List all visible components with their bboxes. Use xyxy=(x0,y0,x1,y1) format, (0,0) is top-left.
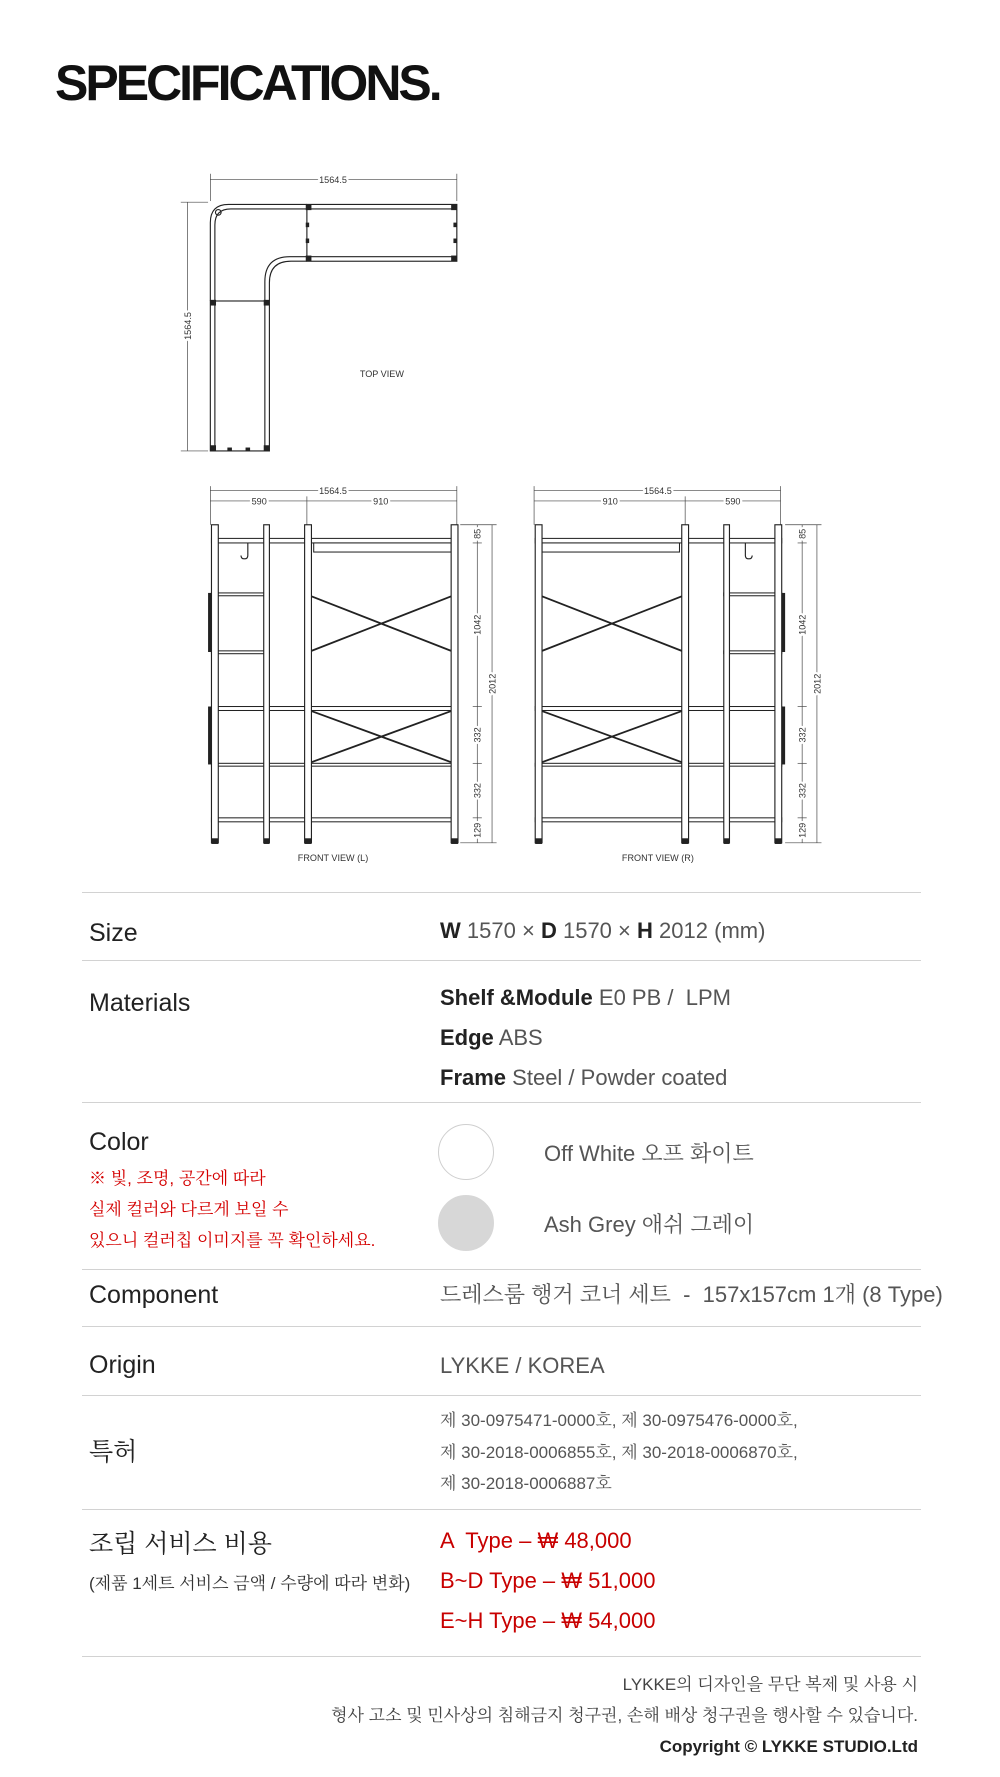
size-unit: (mm) xyxy=(714,918,766,943)
material-key: Edge xyxy=(440,1025,494,1050)
size-label: Size xyxy=(89,919,138,947)
front-right-height-5: 129 xyxy=(797,822,808,838)
patent-line: 제 30-0975471-0000호, 제 30-0975476-0000호, xyxy=(440,1411,798,1430)
material-key: Frame xyxy=(440,1065,507,1090)
size-depth-key: D xyxy=(540,918,557,943)
spec-row-component xyxy=(82,1269,943,1326)
patent-label: 특허 xyxy=(89,1438,138,1466)
material-value: ABS xyxy=(498,1025,543,1050)
front-right-width-1: 910 xyxy=(602,496,618,507)
material-key: Shelf &Module xyxy=(440,985,593,1010)
front-right-height-2: 1042 xyxy=(797,614,808,635)
component-label: Component xyxy=(89,1281,219,1309)
front-left-frame xyxy=(208,525,458,844)
front-right-width-2: 590 xyxy=(725,496,741,507)
top-view-post-caps xyxy=(210,204,456,450)
top-view-width-dimension: 1564.5 xyxy=(319,174,347,185)
size-height-value: 2012 xyxy=(659,918,708,943)
color-notice-line: ※ 빛, 조명, 공간에 따라 xyxy=(89,1169,266,1188)
front-left-height-3: 332 xyxy=(472,727,483,743)
assembly-price-item: B~D Type – ₩ 51,000 xyxy=(440,1568,656,1593)
top-view-depth-dimension: 1564.5 xyxy=(183,312,194,340)
front-left-total-width: 1564.5 xyxy=(319,486,347,497)
size-width-value: 1570 xyxy=(466,918,516,943)
material-item xyxy=(440,978,731,1018)
front-view-left xyxy=(208,486,497,863)
front-left-label: FRONT VIEW (L) xyxy=(297,853,369,864)
spec-row-patent xyxy=(82,1395,921,1509)
copyright-text: Copyright © LYKKE STUDIO.Ltd xyxy=(659,1737,918,1756)
assembly-price-item: E~H Type – ₩ 54,000 xyxy=(440,1608,656,1633)
ash-grey-swatch xyxy=(438,1195,494,1251)
patent-list xyxy=(440,1405,798,1500)
front-view-right xyxy=(534,486,822,863)
color-notice-line: 있으니 컬러칩 이미지를 꼭 확인하세요. xyxy=(89,1231,376,1250)
size-separator: × xyxy=(521,918,535,943)
size-depth-value: 1570 xyxy=(562,918,612,943)
front-right-height-3: 332 xyxy=(797,727,808,743)
material-value: Steel / Powder coated xyxy=(512,1065,728,1090)
top-view-dimension-lines xyxy=(181,174,457,451)
assembly-cost-sublabel: (제품 1세트 서비스 금액 / 수량에 따라 변화) xyxy=(89,1574,411,1593)
size-width-key: W xyxy=(440,918,461,943)
patent-line: 제 30-2018-0006855호, 제 30-2018-0006870호, xyxy=(440,1442,798,1462)
assembly-price-list xyxy=(440,1521,655,1641)
top-view-label: TOP VIEW xyxy=(359,369,404,380)
top-view xyxy=(181,174,457,451)
front-left-height-2: 1042 xyxy=(472,614,483,635)
origin-value: LYKKE / KOREA xyxy=(440,1353,605,1378)
material-value: E0 PB / LPM xyxy=(598,985,731,1010)
front-right-frame xyxy=(535,525,785,844)
front-left-width-2: 910 xyxy=(373,496,389,507)
assembly-cost-label: 조립 서비스 비용 xyxy=(89,1530,272,1558)
materials-label: Materials xyxy=(89,989,191,1017)
size-separator: × xyxy=(618,918,631,943)
material-item xyxy=(440,1018,731,1058)
size-height-key: H xyxy=(637,918,653,943)
patent-line: 제 30-2018-0006887호 xyxy=(440,1474,612,1493)
front-right-total-width: 1564.5 xyxy=(644,486,672,497)
color-notice xyxy=(89,1163,375,1256)
copyright-notice-line: LYKKE의 디자인을 무단 복제 및 사용 시 xyxy=(622,1675,918,1694)
spec-row-assembly-cost xyxy=(82,1509,921,1657)
spec-row-materials xyxy=(82,960,921,1102)
front-left-width-1: 590 xyxy=(251,496,267,507)
spec-row-size xyxy=(82,892,921,960)
origin-label: Origin xyxy=(89,1351,156,1379)
size-value xyxy=(440,918,765,944)
ash-grey-swatch-label: Ash Grey 애쉬 그레이 xyxy=(544,1212,755,1237)
off-white-swatch-label: Off White 오프 화이트 xyxy=(544,1141,754,1166)
page-title: SPECIFICATIONS. xyxy=(55,55,440,111)
materials-list xyxy=(440,978,731,1098)
front-left-height-5: 129 xyxy=(472,822,483,838)
front-left-height-4: 332 xyxy=(472,783,483,799)
copyright-notice xyxy=(331,1669,918,1762)
component-value: 드레스룸 행거 코너 세트 - 157x157cm 1개 (8 Type) xyxy=(440,1282,943,1307)
assembly-price-item: A Type – ₩ 48,000 xyxy=(440,1528,632,1553)
material-item xyxy=(440,1058,731,1098)
front-right-label: FRONT VIEW (R) xyxy=(621,853,694,864)
spec-row-color xyxy=(82,1102,921,1269)
front-right-total-height: 2012 xyxy=(812,673,823,694)
top-view-outline xyxy=(210,204,456,450)
front-left-total-height: 2012 xyxy=(487,673,498,694)
copyright-notice-line: 형사 고소 및 민사상의 침해금지 청구권, 손해 배상 청구권을 행사할 수 있습니다. xyxy=(331,1706,918,1725)
front-left-height-1: 85 xyxy=(472,528,483,539)
off-white-swatch xyxy=(438,1124,494,1180)
spec-row-origin xyxy=(82,1326,921,1395)
color-label: Color xyxy=(89,1128,149,1156)
color-notice-line: 실제 컬러와 다르게 보일 수 xyxy=(89,1200,289,1219)
technical-drawings xyxy=(0,159,1000,886)
front-right-height-4: 332 xyxy=(797,783,808,799)
front-right-height-1: 85 xyxy=(797,528,808,539)
